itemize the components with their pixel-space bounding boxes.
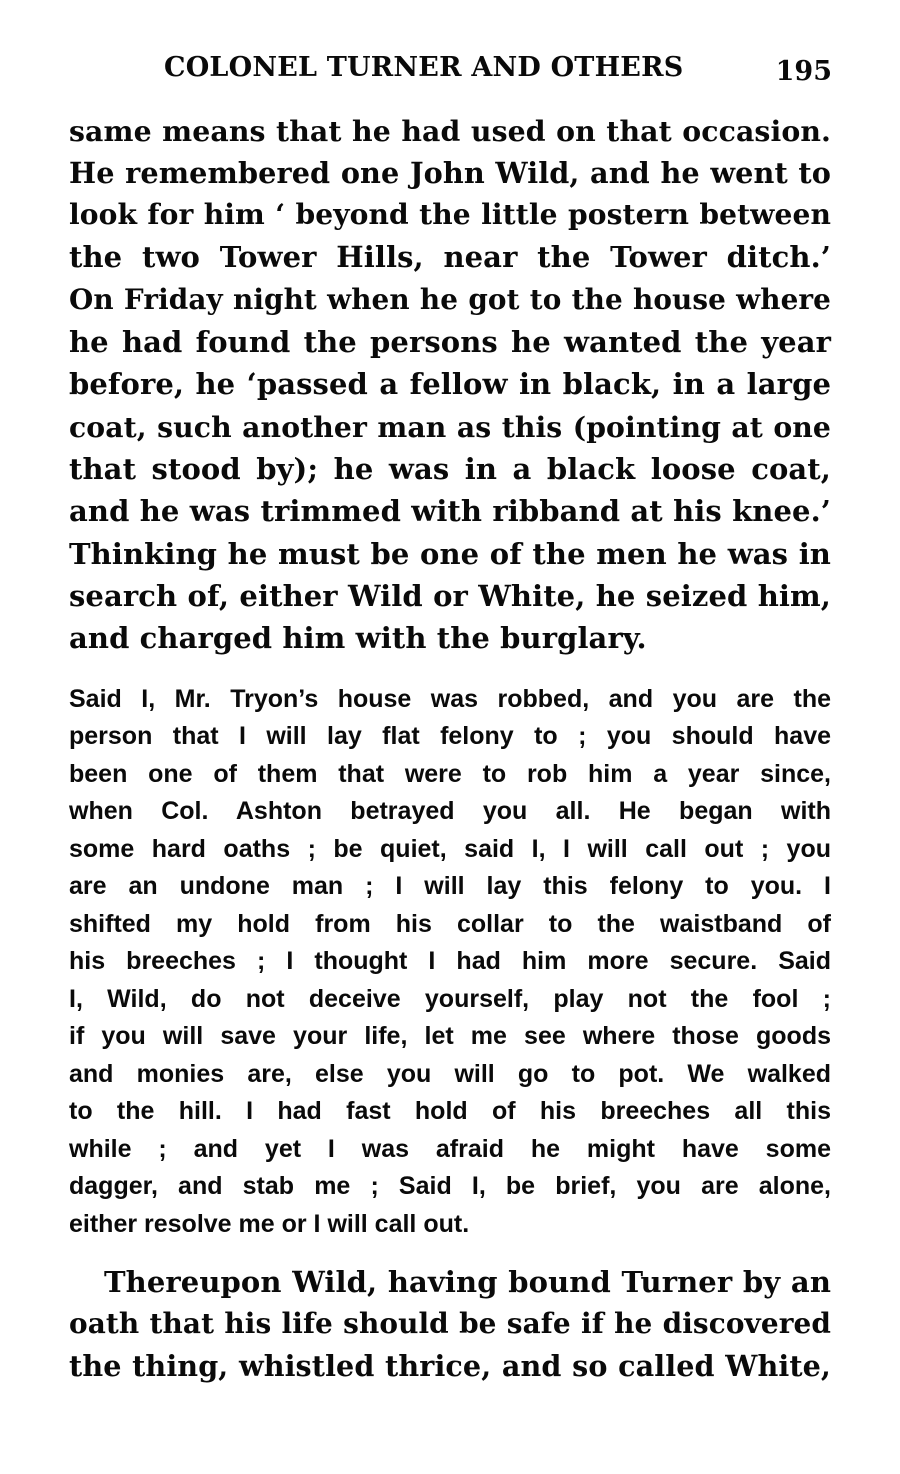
text-line: On Friday night when he got to the house where (69, 283, 831, 316)
text-line: that stood by); he was in a black loose coat, (69, 452, 831, 486)
quote-line: either resolve me or I will call out. (69, 1210, 470, 1238)
quote-line: if you will save your life, let me see where those goods (69, 1022, 831, 1050)
text-line: coat, such another man as this (pointing at one (69, 410, 831, 444)
quote-line: are an undone man ; I will lay this felony to you. I (69, 872, 831, 900)
text-line: Thinking he must be one of the men he was in (69, 537, 831, 571)
quote-line: dagger, and stab me ; Said I, be brief, you are alone, (69, 1172, 831, 1200)
quote-line: Said I, Mr. Tryon’s house was robbed, and you are the (69, 685, 831, 713)
quote-line: shifted my hold from his collar to the waistband of (69, 910, 831, 938)
quote-line: when Col. Ashton betrayed you all. He began with (69, 797, 831, 825)
text-line: oath that his life should be safe if he discovered (69, 1307, 831, 1340)
quote-line: person that I will lay flat felony to ; you should have (69, 722, 831, 750)
quote-line: some hard oaths ; be quiet, said I, I will call out ; you (69, 835, 831, 863)
quote-line: and monies are, else you will go to pot. We walked (69, 1060, 831, 1088)
text-line: and he was trimmed with ribband at his knee.’ (69, 494, 831, 528)
page-number: 195 (775, 56, 832, 87)
text-line: same means that he had used on that occasion. (69, 114, 831, 148)
quote-line: while ; and yet I was afraid he might have some (69, 1135, 831, 1163)
text-line: search of, either Wild or White, he seized him, (69, 579, 831, 613)
running-title: COLONEL TURNER AND OTHERS (164, 52, 684, 83)
text-line: and charged him with the burglary. (69, 621, 647, 655)
quote-line: his breeches ; I thought I had him more secure. Said (69, 947, 831, 975)
text-line: He remembered one John Wild, and he went to (69, 156, 831, 190)
quote-line: I, Wild, do not deceive yourself, play not the fool ; (69, 985, 831, 1013)
text-line: the two Tower Hills, near the Tower ditch.’ (69, 240, 831, 274)
text-line: before, he ‘passed a fellow in black, in a large (69, 367, 831, 401)
text-line: he had found the persons he wanted the year (69, 325, 831, 359)
text-line: look for him ‘ beyond the little postern between (69, 198, 831, 231)
page-header (66, 52, 832, 92)
text-line: Thereupon Wild, having bound Turner by an (104, 1265, 831, 1299)
text-line: the thing, whistled thrice, and so called White, (69, 1349, 831, 1383)
quote-line: been one of them that were to rob him a year since, (69, 760, 831, 788)
quote-line: to the hill. I had fast hold of his breeches all this (69, 1097, 831, 1125)
